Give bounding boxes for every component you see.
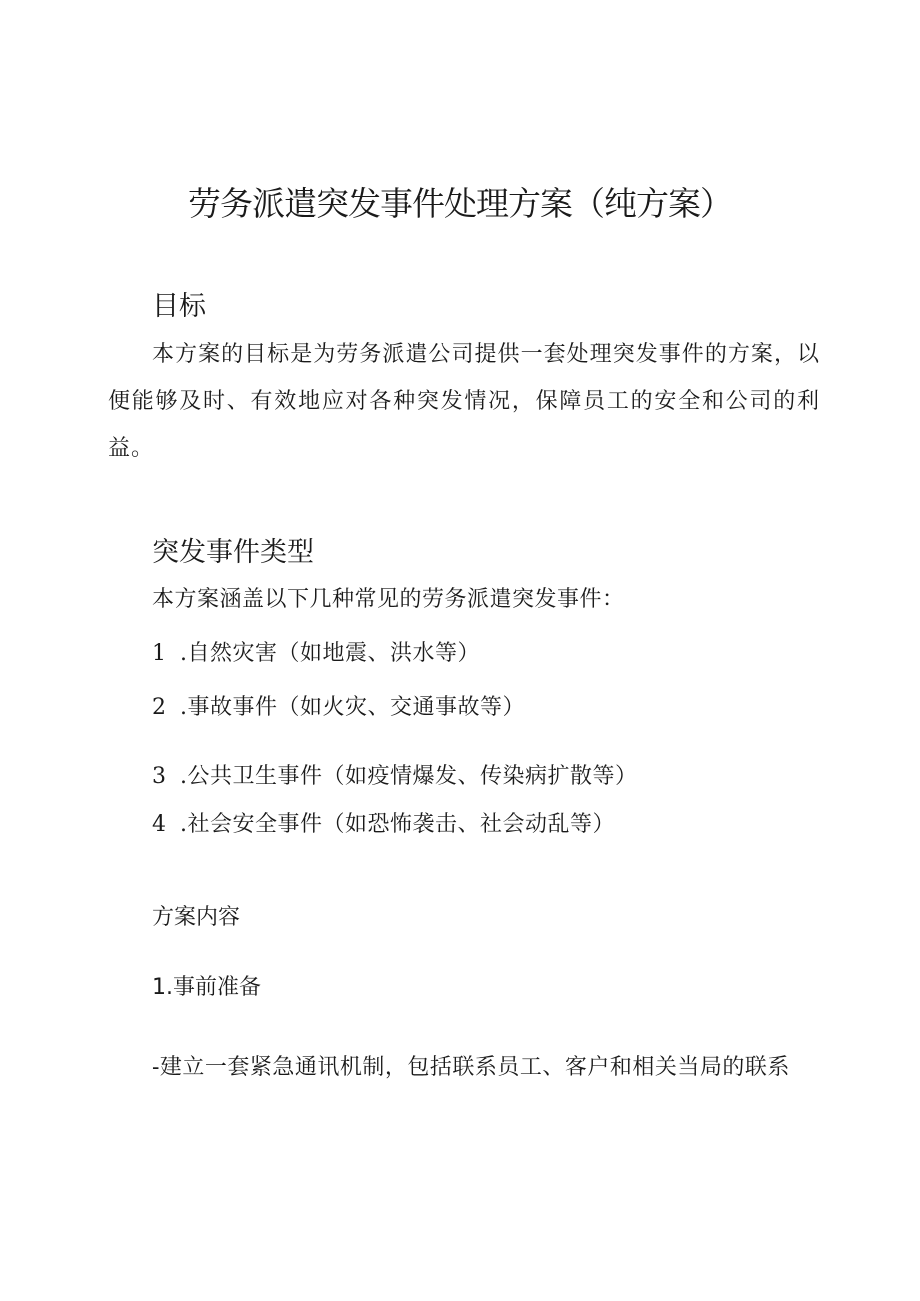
section-heading-types: 突发事件类型 xyxy=(152,537,314,568)
list-item-number: 1 xyxy=(152,641,167,666)
list-item xyxy=(152,636,480,667)
list-item-number: 3 xyxy=(152,764,167,789)
list-item-number: 4 xyxy=(152,812,167,837)
list-item-text: .社会安全事件（如恐怖袭击、社会动乱等） xyxy=(180,812,615,837)
list-item-text: .自然灾害（如地震、洪水等） xyxy=(180,641,480,666)
section-heading-content: 方案内容 xyxy=(152,905,241,930)
types-intro: 本方案涵盖以下几种常见的劳务派遣突发事件： xyxy=(152,587,625,612)
list-item xyxy=(152,759,638,790)
goal-paragraph: 本方案的目标是为劳务派遣公司提供一套处理突发事件的方案，以便能够及时、有效地应对各种突发情况，保障员工的安全和公司的利益。 xyxy=(108,342,820,461)
preparation-bullet: -建立一套紧急通讯机制，包括联系员工、客户和相关当局的联系 xyxy=(152,1055,790,1080)
section-heading-goal: 目标 xyxy=(152,291,206,322)
document-title: 劳务派遣突发事件处理方案（纯方案） xyxy=(188,184,732,223)
list-item-text: .公共卫生事件（如疫情爆发、传染病扩散等） xyxy=(180,764,638,789)
list-item-number: 2 xyxy=(152,695,167,720)
list-item xyxy=(152,807,615,838)
list-item-text: .事故事件（如火灾、交通事故等） xyxy=(180,695,525,720)
subsection-heading-preparation: 1.事前准备 xyxy=(152,975,261,1000)
list-item xyxy=(152,690,525,721)
